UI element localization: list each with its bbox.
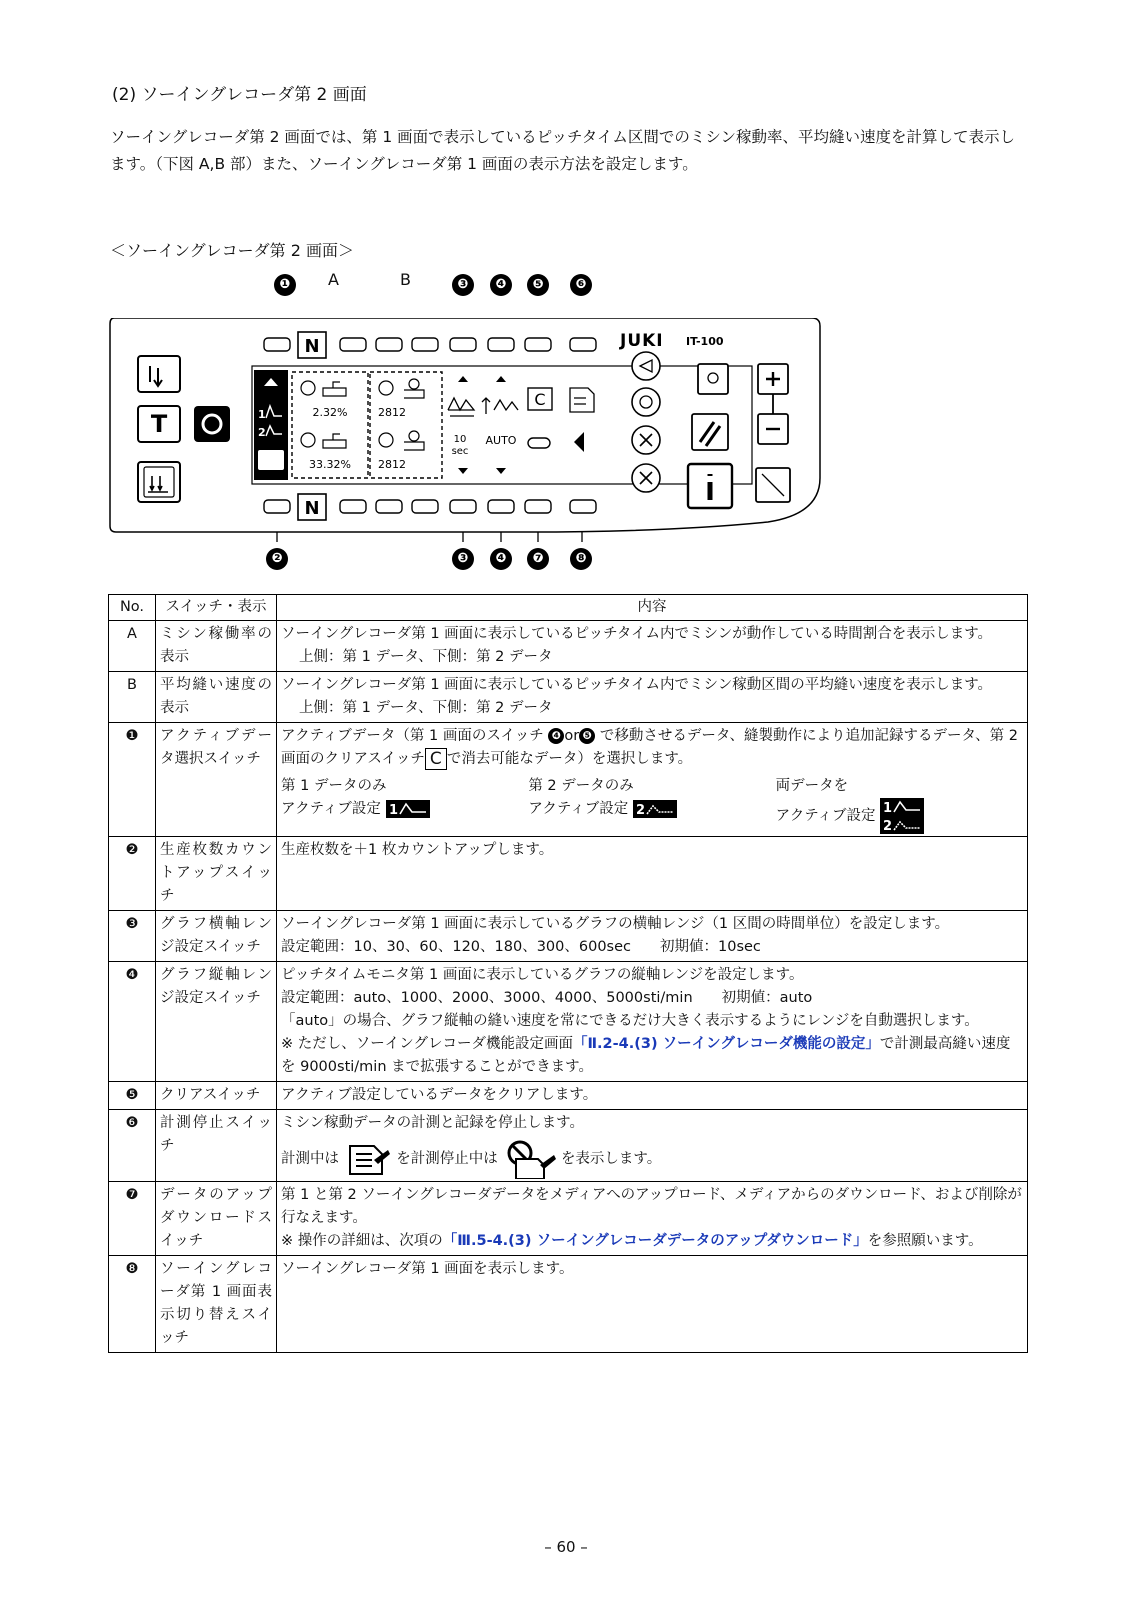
row-text: 生産枚数を＋1 枚カウントアップします。	[281, 842, 554, 858]
row-no: A	[109, 621, 156, 672]
option-2-line2: アクティブ設定	[528, 801, 629, 817]
page-number: – 60 –	[544, 1538, 588, 1556]
table-row	[109, 1082, 1028, 1110]
svg-text:2: 2	[635, 803, 645, 818]
table-row	[109, 723, 1028, 837]
clear-key-label: C	[534, 390, 546, 409]
row-no: ❽	[109, 1256, 156, 1353]
cross-reference-link[interactable]: 「Ⅲ.5-4.(3) ソーイングレコーダデータのアップダウンロード」	[442, 1233, 868, 1249]
row-note	[281, 1230, 1023, 1253]
header-switch: スイッチ・表示	[156, 595, 277, 621]
rate-top: 2.32%	[312, 406, 348, 419]
operation-panel-diagram	[108, 318, 844, 542]
juki-logo: JUKI	[620, 331, 664, 351]
callout-2: ❷	[266, 548, 288, 570]
row-text: ソーイングレコーダ第 1 画面を表示します。	[281, 1261, 574, 1277]
time-value: 10	[453, 434, 467, 445]
row-switch: アクティブデータ選択スイッチ	[156, 723, 277, 837]
screen-tab-3	[258, 450, 284, 470]
header-no: No.	[109, 595, 156, 621]
row-text: ミシン稼動データの計測と記録を停止します。	[281, 1115, 584, 1131]
callout-5: ❺	[527, 274, 549, 296]
row-text: 設定範囲：10、30、60、120、180、300、600sec 初期値：10sec	[281, 939, 761, 955]
row-text	[281, 725, 1023, 771]
row-no: ❶	[109, 723, 156, 837]
speed-bottom: 2812	[378, 458, 406, 471]
callout-3-bottom: ❸	[452, 548, 474, 570]
row-no: ❷	[109, 837, 156, 911]
row-text: ピッチタイムモニタ第 1 画面に表示しているグラフの縦軸レンジを設定します。	[281, 967, 804, 983]
svg-text:1: 1	[388, 803, 398, 818]
text-span: 計測中は	[281, 1151, 339, 1167]
bullet-5: ❺	[579, 728, 595, 744]
table-row	[109, 1110, 1028, 1182]
option-1-line1: 第 1 データのみ	[281, 778, 387, 794]
option-2-line1: 第 2 データのみ	[528, 778, 634, 794]
row-switch: 生産枚数カウントアップスイッチ	[156, 837, 277, 911]
svg-text:2: 2	[883, 819, 893, 834]
row-content	[277, 1182, 1028, 1256]
figure-caption: ＜ソーイングレコーダ第 2 画面＞	[110, 241, 355, 260]
row-content	[277, 1110, 1028, 1182]
screen-tab-2: 2	[258, 426, 266, 439]
row-content	[277, 962, 1028, 1082]
section-title: (2) ソーイングレコーダ第 2 画面	[112, 85, 367, 105]
clear-key-inline: C	[425, 748, 447, 770]
svg-text:1: 1	[883, 801, 893, 816]
table-header-row	[109, 595, 1028, 621]
row-text: ソーイングレコーダ第 1 画面に表示しているピッチタイム内でミシンが動作している時間割合を表示します。	[281, 626, 993, 642]
callout-4-bottom: ❹	[490, 548, 512, 570]
row-text: ソーイングレコーダ第 1 画面に表示しているピッチタイム内でミシン稼動区間の平均縫い速度を表示します。	[281, 677, 993, 693]
row-content	[277, 1256, 1028, 1353]
bottom-n-mark: N	[304, 498, 320, 519]
row-switch: 平均縫い速度の表示	[156, 672, 277, 723]
both-active-icon	[880, 798, 924, 834]
row-text: ソーイングレコーダ第 1 画面に表示しているグラフの横軸レンジ（1 区間の時間単位）を設定します。	[281, 916, 950, 932]
text-span: を計測停止中は	[396, 1151, 498, 1167]
row-content	[277, 911, 1028, 962]
row-text: 設定範囲：auto、1000、2000、3000、4000、5000sti/min 初期値：auto	[281, 990, 813, 1006]
row-no: ❺	[109, 1082, 156, 1110]
row-text: 上側：第 1 データ、下側：第 2 データ	[299, 700, 553, 716]
callout-4-top: ❹	[490, 274, 512, 296]
row-content	[277, 621, 1028, 672]
callout-b: B	[400, 270, 411, 289]
option-1-line2: アクティブ設定	[281, 801, 381, 817]
table-row	[109, 1256, 1028, 1353]
row-switch: ミシン稼働率の表示	[156, 621, 277, 672]
intro-paragraph: ソーイングレコーダ第 2 画面では、第 1 画面で表示しているピッチタイム区間でのミシン稼動率、平均縫い速度を計算して表示します。（下図 A,B 部）また、ソーイングレコーダ第 1 画面の表示方法を設定します。	[110, 128, 1016, 173]
model-label: IT-100	[686, 335, 724, 348]
callout-3-top: ❸	[452, 274, 474, 296]
row-no: ❸	[109, 911, 156, 962]
row-note	[281, 1033, 1023, 1079]
text-span: ※ 操作の詳細は、次項の	[281, 1233, 443, 1249]
callout-a: A	[328, 270, 339, 289]
row-switch: グラフ縦軸レンジ設定スイッチ	[156, 962, 277, 1082]
row-text: 「auto」の場合、グラフ縦軸の縫い速度を常にできるだけ大きく表示するようにレンジを自動選択します。	[281, 1013, 979, 1029]
measuring-icon	[344, 1142, 392, 1176]
auto-label: AUTO	[485, 434, 517, 447]
round-key-1[interactable]	[632, 352, 660, 380]
data2-active-icon	[633, 800, 677, 818]
row-icons-line	[281, 1139, 1023, 1179]
row-content	[277, 723, 1028, 837]
reverse-key[interactable]	[194, 406, 230, 442]
row-content	[277, 837, 1028, 911]
row-switch: データのアップダウンロードスイッチ	[156, 1182, 277, 1256]
row-no: ❼	[109, 1182, 156, 1256]
callout-1: ❶	[274, 274, 296, 296]
table-row	[109, 837, 1028, 911]
text-span: or	[564, 728, 580, 744]
table-row	[109, 621, 1028, 672]
row-switch: クリアスイッチ	[156, 1082, 277, 1110]
bullet-4: ❹	[548, 728, 564, 744]
switch-description-table	[108, 594, 1028, 1353]
speed-top: 2812	[378, 406, 406, 419]
callout-6: ❻	[570, 274, 592, 296]
text-span: で消去可能なデータ）を選択します。	[446, 751, 693, 767]
row-switch: グラフ横軸レンジ設定スイッチ	[156, 911, 277, 962]
text-span: で移動させるデータ、縫製動作により追加記録するデータ、第 2 画面のクリアスイッチ	[281, 728, 1018, 767]
row-switch: 計測停止スイッチ	[156, 1110, 277, 1182]
text-span: アクティブデータ（第 1 画面のスイッチ	[281, 728, 549, 744]
rate-bottom: 33.32%	[309, 458, 351, 471]
table-row	[109, 962, 1028, 1082]
row-content	[277, 1082, 1028, 1110]
row-no: ❹	[109, 962, 156, 1082]
row-content	[277, 672, 1028, 723]
option-3-line1: 両データを	[775, 778, 849, 794]
lamp-key[interactable]	[698, 364, 728, 394]
round-key-2[interactable]	[632, 388, 660, 416]
callout-7: ❼	[527, 548, 549, 570]
row-text: アクティブ設定しているデータをクリアします。	[281, 1087, 598, 1103]
text-span: で計測最高縫い速度を 9000sti/min まで拡張することができます。	[281, 1036, 1011, 1075]
row-no: ❻	[109, 1110, 156, 1182]
row-text: 上側：第 1 データ、下側：第 2 データ	[299, 649, 553, 665]
top-n-mark: N	[304, 336, 320, 357]
slash-key[interactable]	[692, 414, 728, 450]
measure-stopped-icon	[502, 1139, 556, 1179]
text-span: を参照願います。	[867, 1233, 983, 1249]
data1-active-icon	[386, 800, 430, 818]
table-row	[109, 911, 1028, 962]
active-options	[281, 775, 1023, 834]
row-text: 第 1 と第 2 ソーイングレコーダデータをメディアへのアップロード、メディアからのダウンロード、および削除が行なえます。	[281, 1187, 1022, 1226]
cross-reference-link[interactable]: 「Ⅱ.2-4.(3) ソーイングレコーダ機能の設定」	[572, 1036, 880, 1052]
table-row	[109, 1182, 1028, 1256]
option-3-line2: アクティブ設定	[775, 808, 876, 824]
t-key-label: T	[150, 410, 168, 438]
text-span: を表示します。	[560, 1151, 662, 1167]
row-no: B	[109, 672, 156, 723]
table-row	[109, 672, 1028, 723]
header-content: 内容	[277, 595, 1028, 621]
text-span: ※ ただし、ソーイングレコーダ機能設定画面	[281, 1036, 573, 1052]
screen-tab-1: 1	[258, 408, 266, 421]
row-switch: ソーイングレコーダ第 1 画面表示切り替えスイッチ	[156, 1256, 277, 1353]
time-unit: sec	[451, 446, 469, 457]
callout-8: ❽	[570, 548, 592, 570]
